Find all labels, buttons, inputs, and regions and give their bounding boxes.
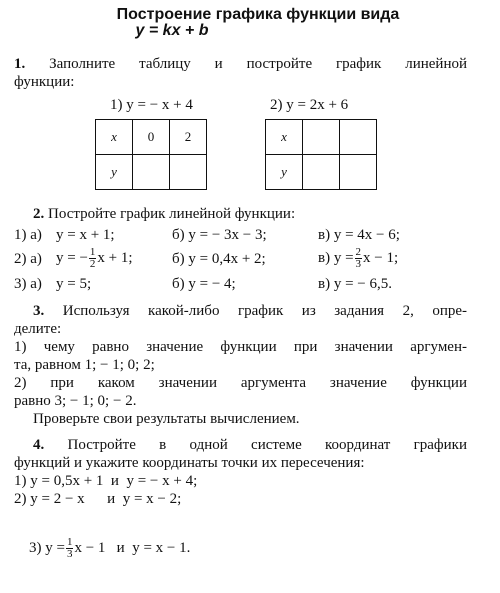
task2-instruction: Постройте график линейной функции: xyxy=(48,206,296,222)
table1-cell-y1[interactable] xyxy=(133,155,170,190)
task1-function1: 1) y = − x + 4 xyxy=(110,97,193,113)
task2-row3-label: 3) а) xyxy=(14,276,42,292)
task4-instruction: Постройте в одной системе координат графики xyxy=(67,437,467,453)
task1-instruction: Заполните таблицу и постройте график линейной xyxy=(49,56,467,72)
task1-table1 xyxy=(95,119,207,190)
task2-row1-c: в) y = 4x − 6; xyxy=(318,227,400,243)
task3-line7: Проверьте свои результаты вычислением. xyxy=(33,411,300,427)
task4-number: 4. xyxy=(33,437,45,453)
fraction-numerator: 2 xyxy=(355,246,362,259)
fraction-two-thirds xyxy=(355,247,363,270)
task2-row2-c xyxy=(318,243,398,273)
task2-row1-b: б) y = − 3x − 3; xyxy=(172,227,267,243)
task4-item1: 1) y = 0,5x + 1 и y = − x + 4; xyxy=(14,473,198,489)
table2-x-header: x xyxy=(266,120,303,155)
task1-table2 xyxy=(265,119,377,190)
task3-line3: 1) чему равно значение функции при значении аргумен- xyxy=(14,339,467,355)
task2-header xyxy=(33,205,295,223)
task2-row2-a xyxy=(56,243,133,273)
fraction-denominator: 3 xyxy=(66,548,73,561)
page-title: Построение графика функции вида xyxy=(116,6,400,23)
task4-line2: функций и укажите координаты точки их пересечения: xyxy=(14,455,365,471)
task2-row2-c-prefix: в) y = xyxy=(318,250,354,266)
table2-y-header: y xyxy=(266,155,303,190)
task4-item2: 2) y = 2 − x и y = x − 2; xyxy=(14,491,182,507)
task1-number: 1. xyxy=(14,56,26,72)
task2-row3-a: y = 5; xyxy=(56,276,92,292)
task3-line5: 2) при каком значении аргумента значение функции xyxy=(14,375,467,391)
task4-item3-prefix: 3) y = xyxy=(29,540,65,556)
table1-x-header: x xyxy=(96,120,133,155)
table2-cell-x1[interactable] xyxy=(303,120,340,155)
task3-line6: равно 3; − 1; 0; − 2. xyxy=(14,393,137,409)
task3-number: 3. xyxy=(33,303,45,319)
fraction-numerator: 1 xyxy=(89,246,96,259)
fraction-one-half xyxy=(89,247,97,270)
task3-instruction: Используя какой-либо график из задания 2, опре- xyxy=(62,303,467,319)
task4-item3 xyxy=(14,503,190,593)
task2-row3-c: в) y = − 6,5. xyxy=(318,276,392,292)
task2-row1-label: 1) а) xyxy=(14,227,42,243)
task4-item3-suffix: x − 1 и y = x − 1. xyxy=(74,540,191,556)
table1-cell-y2[interactable] xyxy=(170,155,207,190)
task2-row2-c-suffix: x − 1; xyxy=(363,250,399,266)
table2-cell-y1[interactable] xyxy=(303,155,340,190)
task3-line1 xyxy=(33,302,467,320)
table2-cell-y2[interactable] xyxy=(340,155,377,190)
fraction-denominator: 3 xyxy=(355,258,362,271)
task2-row2-label: 2) а) xyxy=(14,251,42,267)
table1-cell-x2[interactable]: 2 xyxy=(170,120,207,155)
page-subtitle-formula: y = kx + b xyxy=(135,22,209,39)
task2-row2-b: б) y = 0,4x + 2; xyxy=(172,251,266,267)
fraction-denominator: 2 xyxy=(89,258,96,271)
task3-line2: делите: xyxy=(14,321,62,337)
task2-row3-b: б) y = − 4; xyxy=(172,276,236,292)
task1-text-line1 xyxy=(14,55,467,73)
task2-row2-a-suffix: x + 1; xyxy=(97,250,133,266)
table1-cell-x1[interactable]: 0 xyxy=(133,120,170,155)
task2-number: 2. xyxy=(33,206,45,222)
task1-text-line2: функции: xyxy=(14,74,75,90)
task4-line1 xyxy=(33,436,467,454)
task2-row2-a-prefix: y = − xyxy=(56,250,88,266)
task3-line4: та, равном 1; − 1; 0; 2; xyxy=(14,357,155,373)
task1-function2: 2) y = 2x + 6 xyxy=(270,97,349,113)
table1-y-header: y xyxy=(96,155,133,190)
fraction-numerator: 1 xyxy=(66,536,73,549)
task2-row1-a: y = x + 1; xyxy=(56,227,115,243)
table2-cell-x2[interactable] xyxy=(340,120,377,155)
